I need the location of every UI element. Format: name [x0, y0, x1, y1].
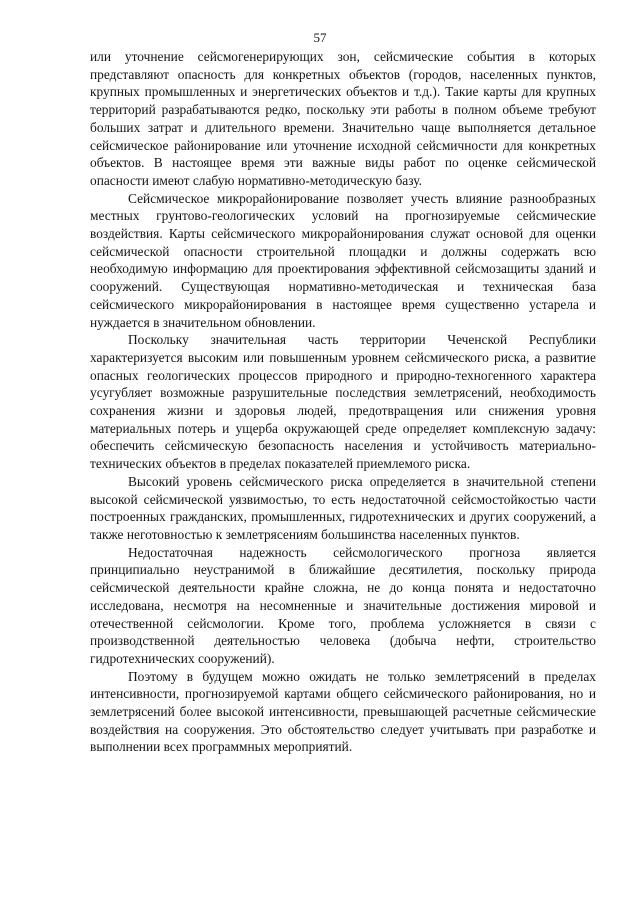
document-body [90, 48, 596, 756]
paragraph-1: или уточнение сейсмогенерирующих зон, сейсмические события в которых представляют опасность для конкретных объектов (городов, населенных пунктов, крупных промышленных и энергетических объектов и т.д.). Такие карты для крупных территорий разрабатываются редко, поскольку эти работы в полном объеме требуют больших затрат и длительного времени. Значительно чаще выполняется детальное сейсмическое районирование или уточнение исходной сейсмичности для конкретных объектов. В настоящее время эти важные виды работ по оценке сейсмической опасности имеют слабую нормативно-методическую базу. [90, 49, 596, 188]
page-number: 57 [313, 30, 327, 45]
paragraph-6: Поэтому в будущем можно ожидать не только землетрясений в пределах интенсивности, прогнозируемой картами общего сейсмического районирования, но и землетрясений более высокой интенсивности, превышающей расчетные сейсмические воздействия на сооружения. Это обстоятельство следует учитывать при разработке и выполнении всех программных мероприятий. [90, 668, 596, 755]
paragraph-2: Сейсмическое микрорайонирование позволяет учесть влияние разнообразных местных грунтово-геологических условий на прогнозируемые сейсмические воздействия. Карты сейсмического микрорайонирования служат основой для оценки сейсмической опасности строительной площадки и должны содержать всю необходимую информацию для проектирования эффективной сейсмозащиты зданий и сооружений. Существующая нормативно-методическая и техническая база сейсмического микрорайонирования в настоящее время существенно устарела и нуждается в значительном обновлении. [90, 190, 596, 330]
paragraph-3: Поскольку значительная часть территории Чеченской Республики характеризуется высоким или повышенным уровнем сейсмического риска, а развитие опасных геологических процессов природного и природно-техногенного характера усугубляет возможные разрушительные последствия землетрясений, необходимость сохранения жизни и здоровья людей, предотвращения или снижения уровня материальных потерь и ущерба окружающей среде определяет комплексную задачу: обеспечить сейсмическую безопасность населения и устойчивость материально-технических объектов в пределах показателей приемлемого риска. [90, 332, 596, 472]
paragraph-5: Недостаточная надежность сейсмологического прогноза является принципиально неустранимой в ближайшие десятилетия, поскольку природа сейсмической деятельности крайне сложна, не до конца понята и недостаточно исследована, несмотря на несомненные и значительные достижения мировой и отечественной сейсмологии. Кроме того, проблема усложняется в связи с производственной деятельностью человека (добыча нефти, строительство гидротехнических сооружений). [90, 544, 596, 666]
paragraph-4: Высокий уровень сейсмического риска определяется в значительной степени высокой сейсмической уязвимостью, то есть недостаточной сейсмостойкостью части построенных гражданских, промышленных, гидротехнических и других сооружений, а также неготовностью к землетрясениям большинства населенных пунктов. [90, 473, 596, 542]
